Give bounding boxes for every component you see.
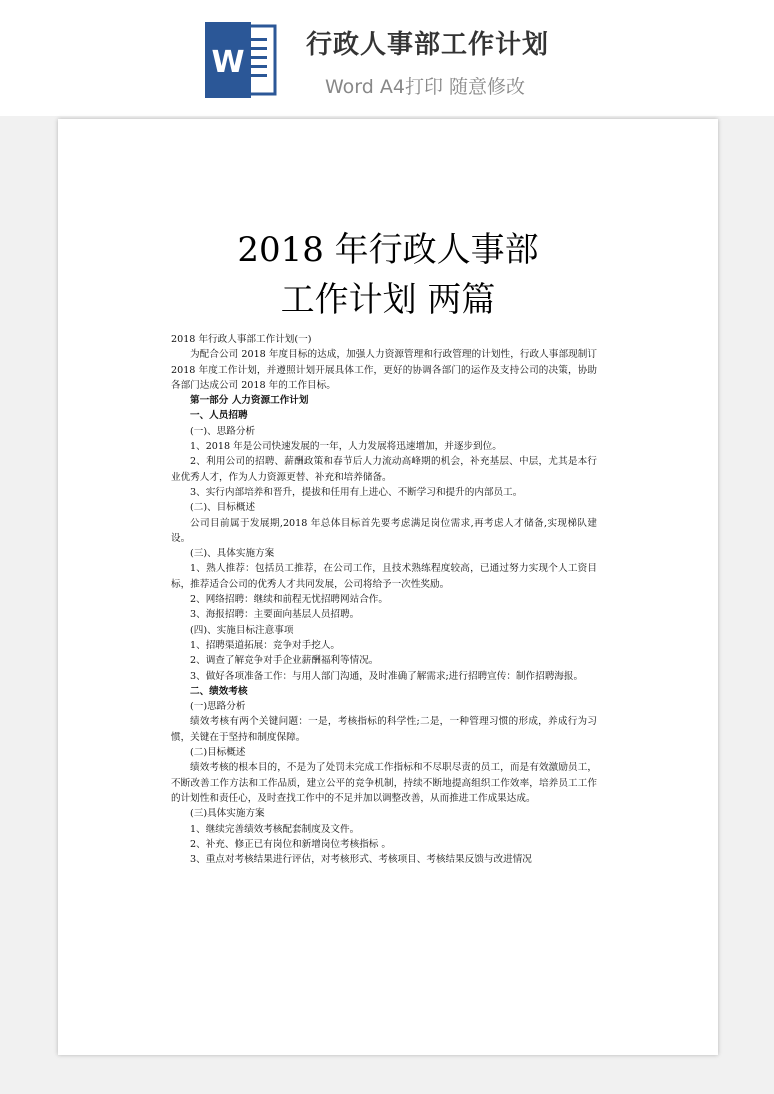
document-body bbox=[171, 332, 597, 867]
paragraph: 公司目前属于发展期,2018 年总体目标首先要考虑满足岗位需求,再考虑人才储备,实现梯队建设。 bbox=[171, 517, 597, 544]
subsection-heading: (四)、实施目标注意事项 bbox=[190, 624, 294, 636]
subsection-heading: (二)目标概述 bbox=[190, 747, 246, 759]
document-title-line1: 2018 年行政人事部 bbox=[237, 230, 539, 270]
section-heading: 一、人员招聘 bbox=[190, 410, 248, 422]
header-title: 行政人事部工作计划 bbox=[306, 30, 550, 60]
document-title bbox=[58, 225, 718, 325]
subsection-heading: (二)、目标概述 bbox=[190, 502, 256, 514]
subsection-heading: (一)思路分析 bbox=[190, 701, 246, 713]
paragraph: 绩效考核的根本目的，不是为了处罚未完成工作指标和不尽职尽责的员工，而是有效激励员工，不断改善工作方法和工作品质，建立公平的竞争机制，持续不断地提高组织工作效率，培养员工工作的计划性和责任心，及时查找工作中的不足并加以调整改善，从而推进工作成果达成。 bbox=[171, 762, 597, 804]
paragraph: 1、2018 年是公司快速发展的一年，人力发展将迅速增加，并逐步到位。 bbox=[190, 441, 502, 453]
word-doc-icon bbox=[205, 22, 279, 98]
section-heading: 二、绩效考核 bbox=[190, 685, 248, 697]
paragraph: 2、调查了解竞争对手企业薪酬福利等情况。 bbox=[190, 655, 379, 667]
document-page: ​ 2018 年行政人事部 工作计划 两篇 2018 年行政人事部工作计划(一) 为配合公司 2018 年度目标的达成，加强人力资源管理和行政管理的计划性，行政人事部现制订 2018 年度工作计划，并遵照计划开展具体工作，更好的协调各部门的运作及支持公司的决策，协助各部门达成公司 2018 年的工作目标。 第一部分 人力资源工作计划 一、人员招聘 (一)、思路分析 1、2018 年是公司快速发展的一年，人力发展将迅速增加，并逐步到位。 2、利用公司的招聘、薪酬政策和春节后人力流动高峰期的机会，补充基层、中层，尤其是本行业优秀人才，作为人力资源更替、补充和培养储备。 3、实行内部培养和晋升，提拔和任用有上进心、不断学习和提升的内部员工。 (二)、目标概述 公司目前属于发展期,2018 年总体目标首先要考虑满足岗位需求,再考虑人才储备,实现梯队建设。 (三)、具体实施方案 1、熟人推荐：包括员工推荐，在公司工作，且技术熟练程度较高，已通过努力实现个人工资目标，推荐适合公司的优秀人才共同发展，公司将给予一次性奖励。 2、网络招聘：继续和前程无忧招聘网站合作。 3、海报招聘：主要面向基层人员招聘。 (四)、实施目标注意事项 1、招聘渠道拓展：竞争对手挖人。 2、调查了解竞争对手企业薪酬福利等情况。 3、做好各项准备工作：与用人部门沟通，及时准确了解需求;进行招聘宣传：制作招聘海报。 二、绩效考核 (一)思路分析 绩效考核有两个关键问题：一是，考核指标的科学性;二是，一种管理习惯的形成，养成行为习惯，关键在于坚持和制度保障。 (二)目标概述 绩效考核的根本目的，不是为了处罚未完成工作指标和不尽职尽责的员工，而是有效激励员工，不断改善工作方法和工作品质，建立公平的竞争机制，持续不断地提高组织工作效率，培养员工工作的计划性和责任心，及时查找工作中的不足并加以调整改善，从而推进工作成果达成。 (三)具体实施方案 1、继续完善绩效考核配套制度及文件。 2、补充、修正已有岗位和新增岗位考核指标 。 3、重点对考核结果进行评估，对考核形式、考核项目、考核结果反馈与改进情况 bbox=[58, 119, 718, 1055]
paragraph: 3、重点对考核结果进行评估，对考核形式、考核项目、考核结果反馈与改进情况 bbox=[190, 854, 532, 866]
paragraph: 2、网络招聘：继续和前程无忧招聘网站合作。 bbox=[190, 594, 388, 606]
paragraph: 2、补充、修正已有岗位和新增岗位考核指标 。 bbox=[190, 838, 392, 850]
paragraph: 3、海报招聘：主要面向基层人员招聘。 bbox=[190, 609, 360, 621]
section-heading: 第一部分 人力资源工作计划 bbox=[190, 395, 309, 407]
paragraph: 为配合公司 2018 年度目标的达成，加强人力资源管理和行政管理的计划性，行政人事部现制订 2018 年度工作计划，并遵照计划开展具体工作，更好的协调各部门的运作及支持公司的决策，协助各部门达成公司 2018 年的工作目标。 bbox=[171, 349, 597, 391]
paragraph: 2、利用公司的招聘、薪酬政策和春节后人力流动高峰期的机会，补充基层、中层，尤其是本行业优秀人才，作为人力资源更替、补充和培养储备。 bbox=[171, 456, 597, 483]
paragraph-heading: 2018 年行政人事部工作计划(一) bbox=[171, 334, 312, 345]
header bbox=[0, 0, 774, 116]
paragraph: 绩效考核有两个关键问题：一是，考核指标的科学性;二是，一种管理习惯的形成，养成行为习惯，关键在于坚持和制度保障。 bbox=[171, 716, 597, 743]
paragraph: 1、继续完善绩效考核配套制度及文件。 bbox=[190, 823, 360, 835]
paragraph: 3、实行内部培养和晋升，提拔和任用有上进心、不断学习和提升的内部员工。 bbox=[190, 486, 523, 498]
subsection-heading: (一)、思路分析 bbox=[190, 425, 256, 437]
header-subtitle: Word A4打印 随意修改 bbox=[325, 76, 526, 98]
paragraph: 1、招聘渠道拓展：竞争对手挖人。 bbox=[190, 639, 341, 651]
document-title-line2: 工作计划 两篇 bbox=[280, 280, 496, 320]
paragraph: 1、熟人推荐：包括员工推荐，在公司工作，且技术熟练程度较高，已通过努力实现个人工资目标，推荐适合公司的优秀人才共同发展，公司将给予一次性奖励。 bbox=[171, 563, 597, 590]
word-icon-letter: W bbox=[211, 45, 245, 80]
subsection-heading: (三)、具体实施方案 bbox=[190, 548, 275, 560]
subsection-heading: (三)具体实施方案 bbox=[190, 808, 265, 820]
paragraph: 3、做好各项准备工作：与用人部门沟通，及时准确了解需求;进行招聘宣传：制作招聘海报。 bbox=[190, 670, 584, 682]
